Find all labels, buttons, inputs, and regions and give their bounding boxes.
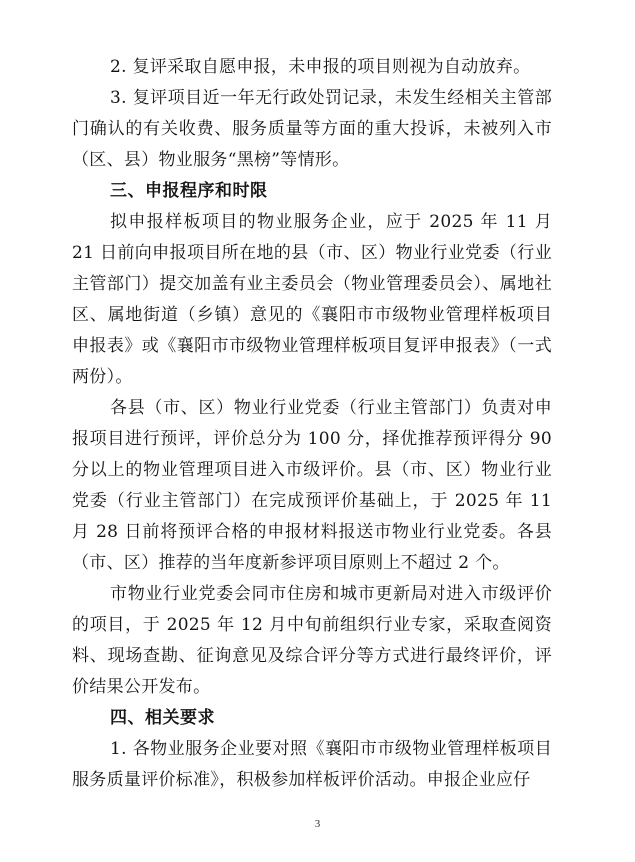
paragraph-voluntary-application: 2. 复评采取自愿申报，未申报的项目则视为自动放弃。 (110, 57, 531, 77)
section-heading-requirements: 四、相关要求 (110, 708, 215, 728)
paragraph-enterprise-requirements: 1. 各物业服务企业要对照《襄阳市市级物业管理样板项目服务质量评价标准》，积极参加样板评价活动。申报企业应仔 (72, 739, 552, 790)
page-number: 3 (314, 818, 321, 830)
paragraph-final-evaluation: 市物业行业党委会同市住房和城市更新局对进入市级评价的项目，于 2025 年 12 月中旬前组织行业专家，采取查阅资料、现场查勘、征询意见及综合评分等方式进行最终评价，评价结果公开发布。 (72, 584, 552, 697)
paragraph-submission-deadline: 拟申报样板项目的物业服务企业，应于 2025 年 11 月 21 日前向申报项目所在地的县（市、区）物业行业党委（行业主管部门）提交加盖有业主委员会（物业管理委员会）、属地社区、属地街道（乡镇）意见的《襄阳市市级物业管理样板项目申报表》或《襄阳市市级物业管理样板项目复评申报表》（一式两份）。 (72, 212, 552, 387)
paragraph-no-penalty-record: 3. 复评项目近一年无行政处罚记录，未发生经相关主管部门确认的有关收费、服务质量等方面的重大投诉，未被列入市（区、县）物业服务“黑榜”等情形。 (72, 88, 552, 170)
paragraph-county-pre-evaluation: 各县（市、区）物业行业党委（行业主管部门）负责对申报项目进行预评，评价总分为 100 分，择优推荐预评得分 90 分以上的物业管理项目进入市级评价。县（市、区）物业行业党委（行业主管部门）在完成预评价基础上，于 2025 年 11 月 28 日前将预评合格的申报材料报送市物业行业党委。各县（市、区）推荐的当年度新参评项目原则上不超过 2 个。 (72, 398, 552, 573)
section-heading-procedure: 三、申报程序和时限 (110, 181, 268, 201)
document-body (72, 52, 552, 796)
